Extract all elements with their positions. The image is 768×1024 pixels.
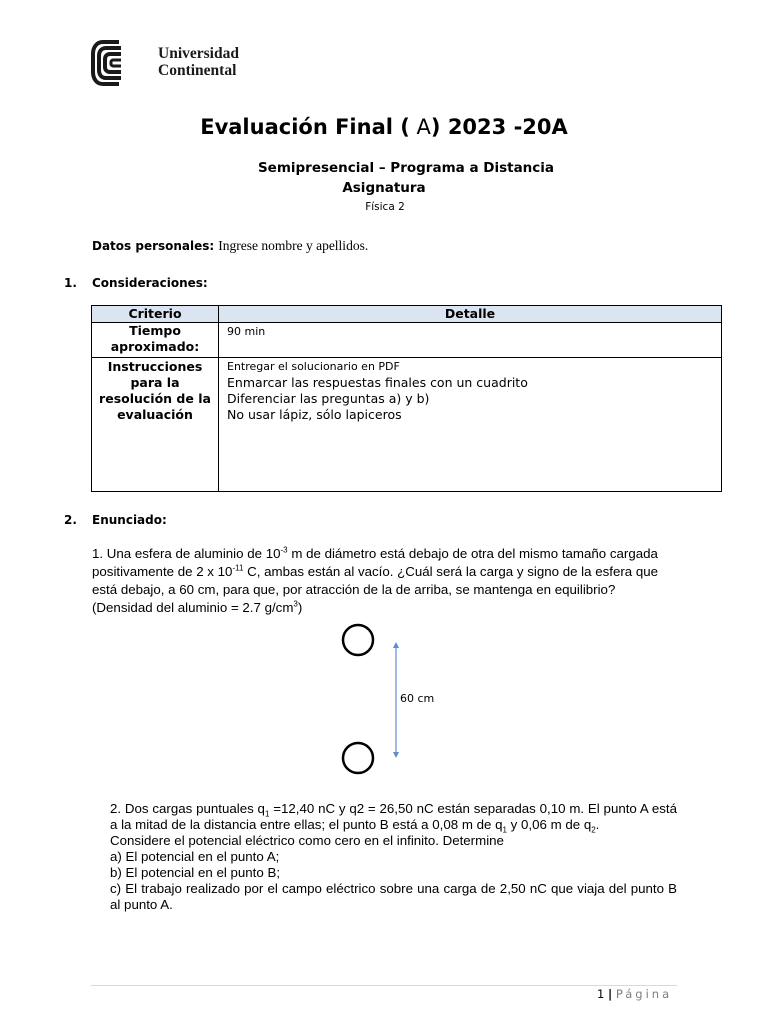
page-number: 1 [597, 987, 605, 1001]
section-2-number: 2. [64, 513, 77, 527]
subject-name: Física 2 [365, 201, 405, 213]
title-part-3: ) 2023 -20A [430, 115, 568, 139]
problem-2-text: 2. Dos cargas puntuales q [110, 801, 265, 816]
page-subtitle: Semipresencial – Programa a Distancia [257, 160, 555, 176]
problem-1-superscript: -11 [232, 563, 244, 573]
problem-1 [92, 545, 672, 617]
problem-1-superscript: 3 [293, 599, 298, 609]
subject-label: Asignatura [342, 180, 426, 196]
problem-1-superscript: -3 [280, 545, 288, 555]
table-header-detalle: Detalle [219, 306, 722, 323]
page-footer [597, 987, 672, 1001]
section-2-heading [64, 513, 167, 527]
section-2-title: Enunciado: [92, 513, 167, 527]
table-cell-detalle [219, 358, 722, 492]
problem-1-text: m de diámetro está debajo de otra del mismo tamaño cargada positivamente de 2 x 10 [92, 546, 658, 579]
problem-1-text: ) [297, 600, 303, 615]
logo-line-1: Universidad [158, 45, 239, 62]
personal-data-label: Datos personales: [92, 239, 215, 253]
problem-2 [110, 801, 677, 913]
problem-2-part-b: b) El potencial en el punto B; [110, 865, 281, 880]
page-label: Página [615, 987, 673, 1001]
problem-1-text: 1. Una esfera de aluminio de 10 [92, 546, 281, 561]
distance-label: 60 cm [400, 692, 435, 705]
table-row [92, 323, 722, 358]
personal-data-value: Ingrese nombre y apellidos. [218, 238, 369, 253]
footer-separator: | [607, 987, 613, 1001]
table-cell-detalle: 90 min [219, 323, 722, 358]
section-1-heading [64, 276, 208, 290]
problem-2-part-c: c) El trabajo realizado por el campo eléctrico sobre una carga de 2,50 nC que viaja del punto B al punto A. [110, 881, 677, 912]
table-cell-criterio: Instrucciones para la resolución de la evaluación [92, 358, 219, 492]
title-part-2: A [409, 115, 431, 139]
subscript: 1 [502, 825, 507, 835]
personal-data [92, 238, 368, 254]
criteria-table [91, 305, 722, 492]
problem-2-text: y 0,06 m de q [506, 817, 592, 832]
instruction-item: Diferenciar las preguntas a) y b) [227, 391, 430, 406]
instruction-item: Enmarcar las respuestas finales con un cuadrito [227, 375, 528, 390]
table-cell-criterio: Tiempo aproximado: [92, 323, 219, 358]
problem-2-instruction: Considere el potencial eléctrico como cero en el infinito. Determine [110, 833, 504, 848]
section-1-number: 1. [64, 276, 77, 290]
problem-1-text: C, ambas están al vacío. ¿Cuál será la carga y signo de la esfera que está debajo, a 60 cm, para que, por atracción de la de arriba, se mantenga en equilibrio? (Densidad del aluminio = 2.7 g/cm [92, 564, 659, 615]
instruction-item: No usar lápiz, sólo lapiceros [227, 407, 402, 422]
problem-2-text: =12,40 nC y q2 = 26,50 nC están separadas 0,10 m. El punto A está a la mitad de la distancia entre ellas; el punto B está a 0,08 m de q [110, 801, 677, 832]
table-row [92, 358, 722, 492]
logo-line-2: Continental [158, 62, 237, 79]
upper-sphere-icon [343, 625, 373, 655]
problem-2-part-a: a) El potencial en el punto A; [110, 849, 280, 864]
problem-2-text: . [595, 817, 600, 832]
table-header-row [92, 306, 722, 323]
footer-divider [91, 985, 677, 986]
spheres-figure [330, 620, 410, 780]
subscript: 2 [591, 825, 596, 835]
problem-2-statement [110, 801, 677, 833]
subscript: 1 [264, 809, 270, 819]
section-1-title: Consideraciones: [92, 276, 208, 290]
table-header-criterio: Criterio [92, 306, 219, 323]
logo-text [158, 45, 239, 79]
page-title [0, 115, 768, 139]
title-part-1: Evaluación Final ( [200, 115, 410, 139]
lower-sphere-icon [343, 743, 373, 773]
instruction-item: Entregar el solucionario en PDF [227, 360, 400, 373]
